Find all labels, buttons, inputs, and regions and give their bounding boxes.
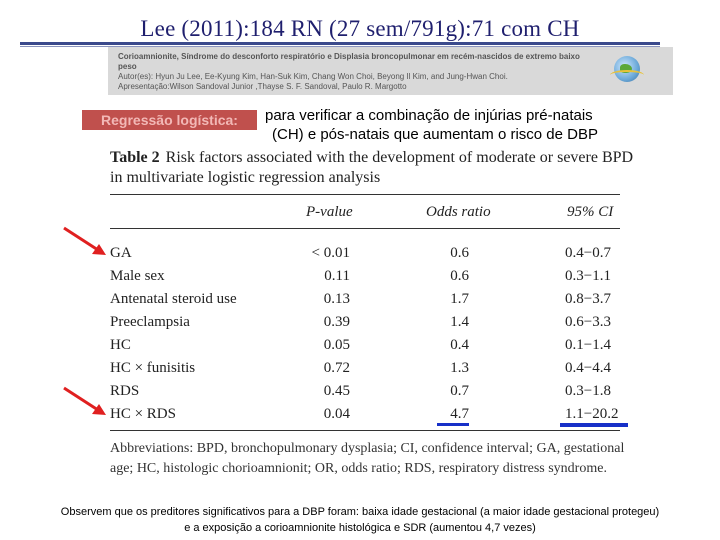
table-row	[110, 314, 630, 337]
conclusion-footer	[0, 504, 720, 536]
table-top-rule	[110, 194, 620, 195]
row-pvalue: 0.11	[324, 268, 350, 284]
method-badge: Regressão logística:	[82, 110, 257, 130]
row-ci: 0.1−1.4	[565, 337, 611, 353]
row-odds-ratio: 0.7	[450, 383, 469, 399]
row-factor: Preeclampsia	[110, 314, 190, 330]
row-odds-ratio: 0.6	[450, 268, 469, 284]
table-caption-label: Table 2	[110, 149, 160, 166]
globe-swoosh	[610, 70, 644, 80]
row-ci: 0.8−3.7	[565, 291, 611, 307]
table-row	[110, 245, 630, 268]
row-ci: 1.1−20.2	[565, 406, 619, 422]
row-factor: GA	[110, 245, 132, 261]
header-odds-ratio: Odds ratio	[426, 204, 491, 220]
table-caption-line2: in multivariate logistic regression analysis	[110, 169, 381, 186]
row-pvalue: 0.39	[323, 314, 350, 330]
odds-ratio-highlight-underline	[437, 423, 469, 426]
row-odds-ratio: 0.4	[450, 337, 469, 353]
row-ci: 0.3−1.1	[565, 268, 611, 284]
row-factor: HC × funisitis	[110, 360, 196, 376]
table-row	[110, 383, 630, 406]
table-row	[110, 291, 630, 314]
reference-text	[118, 52, 588, 92]
table-caption	[110, 148, 633, 188]
row-ci: 0.3−1.8	[565, 383, 611, 399]
row-pvalue: 0.45	[323, 383, 350, 399]
header-pvalue: P-value	[306, 204, 353, 220]
method-description-line2: (CH) e pós-natais que aumentam o risco de DBP	[272, 126, 598, 143]
reference-title: Corioamnionite, Síndrome do desconforto respiratório e Displasia broncopulmonar em recém-nascidos de extremo baixo peso	[118, 52, 580, 71]
arrow-ga-icon	[60, 224, 110, 260]
row-pvalue: < 0.01	[311, 245, 350, 261]
arrow-hc-rds-icon	[60, 384, 110, 420]
row-factor: Male sex	[110, 268, 165, 284]
table-row	[110, 406, 630, 429]
row-factor: Antenatal steroid use	[110, 291, 237, 307]
row-factor: HC × RDS	[110, 406, 176, 422]
row-odds-ratio: 1.7	[450, 291, 469, 307]
header-ci: 95% CI	[567, 204, 614, 220]
row-pvalue: 0.04	[323, 406, 350, 422]
row-pvalue: 0.13	[323, 291, 350, 307]
title-divider	[20, 42, 660, 45]
reference-authors: Autor(es): Hyun Ju Lee, Ee-Kyung Kim, Han-Suk Kim, Chang Won Choi, Beyong Il Kim, and Jung-Hwan Choi.	[118, 72, 508, 81]
ci-highlight-underline	[560, 423, 628, 427]
row-factor: HC	[110, 337, 131, 353]
row-odds-ratio: 4.7	[450, 406, 469, 422]
row-ci: 0.4−0.7	[565, 245, 611, 261]
table-row	[110, 360, 630, 383]
table-row	[110, 337, 630, 360]
row-ci: 0.4−4.4	[565, 360, 611, 376]
conclusion-line1: Observem que os preditores significativos para a DBP foram: baixa idade gestacional (a maior idade gestacional protegeu)	[60, 506, 660, 518]
method-description-line1: para verificar a combinação de injúrias pré-natais	[265, 107, 593, 124]
row-pvalue: 0.05	[323, 337, 350, 353]
row-odds-ratio: 1.4	[450, 314, 469, 330]
reference-presentation: Apresentação:Wilson Sandoval Junior ,Thayse S. F. Sandoval, Paulo R. Margotto	[118, 82, 407, 91]
table-row	[110, 268, 630, 291]
slide-title: Lee (2011):184 RN (27 sem/791g):71 com CH	[140, 16, 580, 41]
row-odds-ratio: 1.3	[450, 360, 469, 376]
row-pvalue: 0.72	[323, 360, 350, 376]
row-ci: 0.6−3.3	[565, 314, 611, 330]
table-header-rule	[110, 228, 620, 229]
globe-icon	[614, 56, 640, 82]
table-abbreviations: Abbreviations: BPD, bronchopulmonary dysplasia; CI, confidence interval; GA, gestational age; HC, histologic chorioamnionit; OR, odds ratio; RDS, respiratory distress syndrome.	[110, 441, 625, 476]
row-factor: RDS	[110, 383, 140, 399]
conclusion-line2: e a exposição a corioamnionite histológica e SDR (aumentou 4,7 vezes)	[184, 522, 536, 534]
row-odds-ratio: 0.6	[450, 245, 469, 261]
table-caption-line1: Risk factors associated with the development of moderate or severe BPD	[165, 149, 634, 166]
table-bottom-rule	[110, 430, 620, 431]
